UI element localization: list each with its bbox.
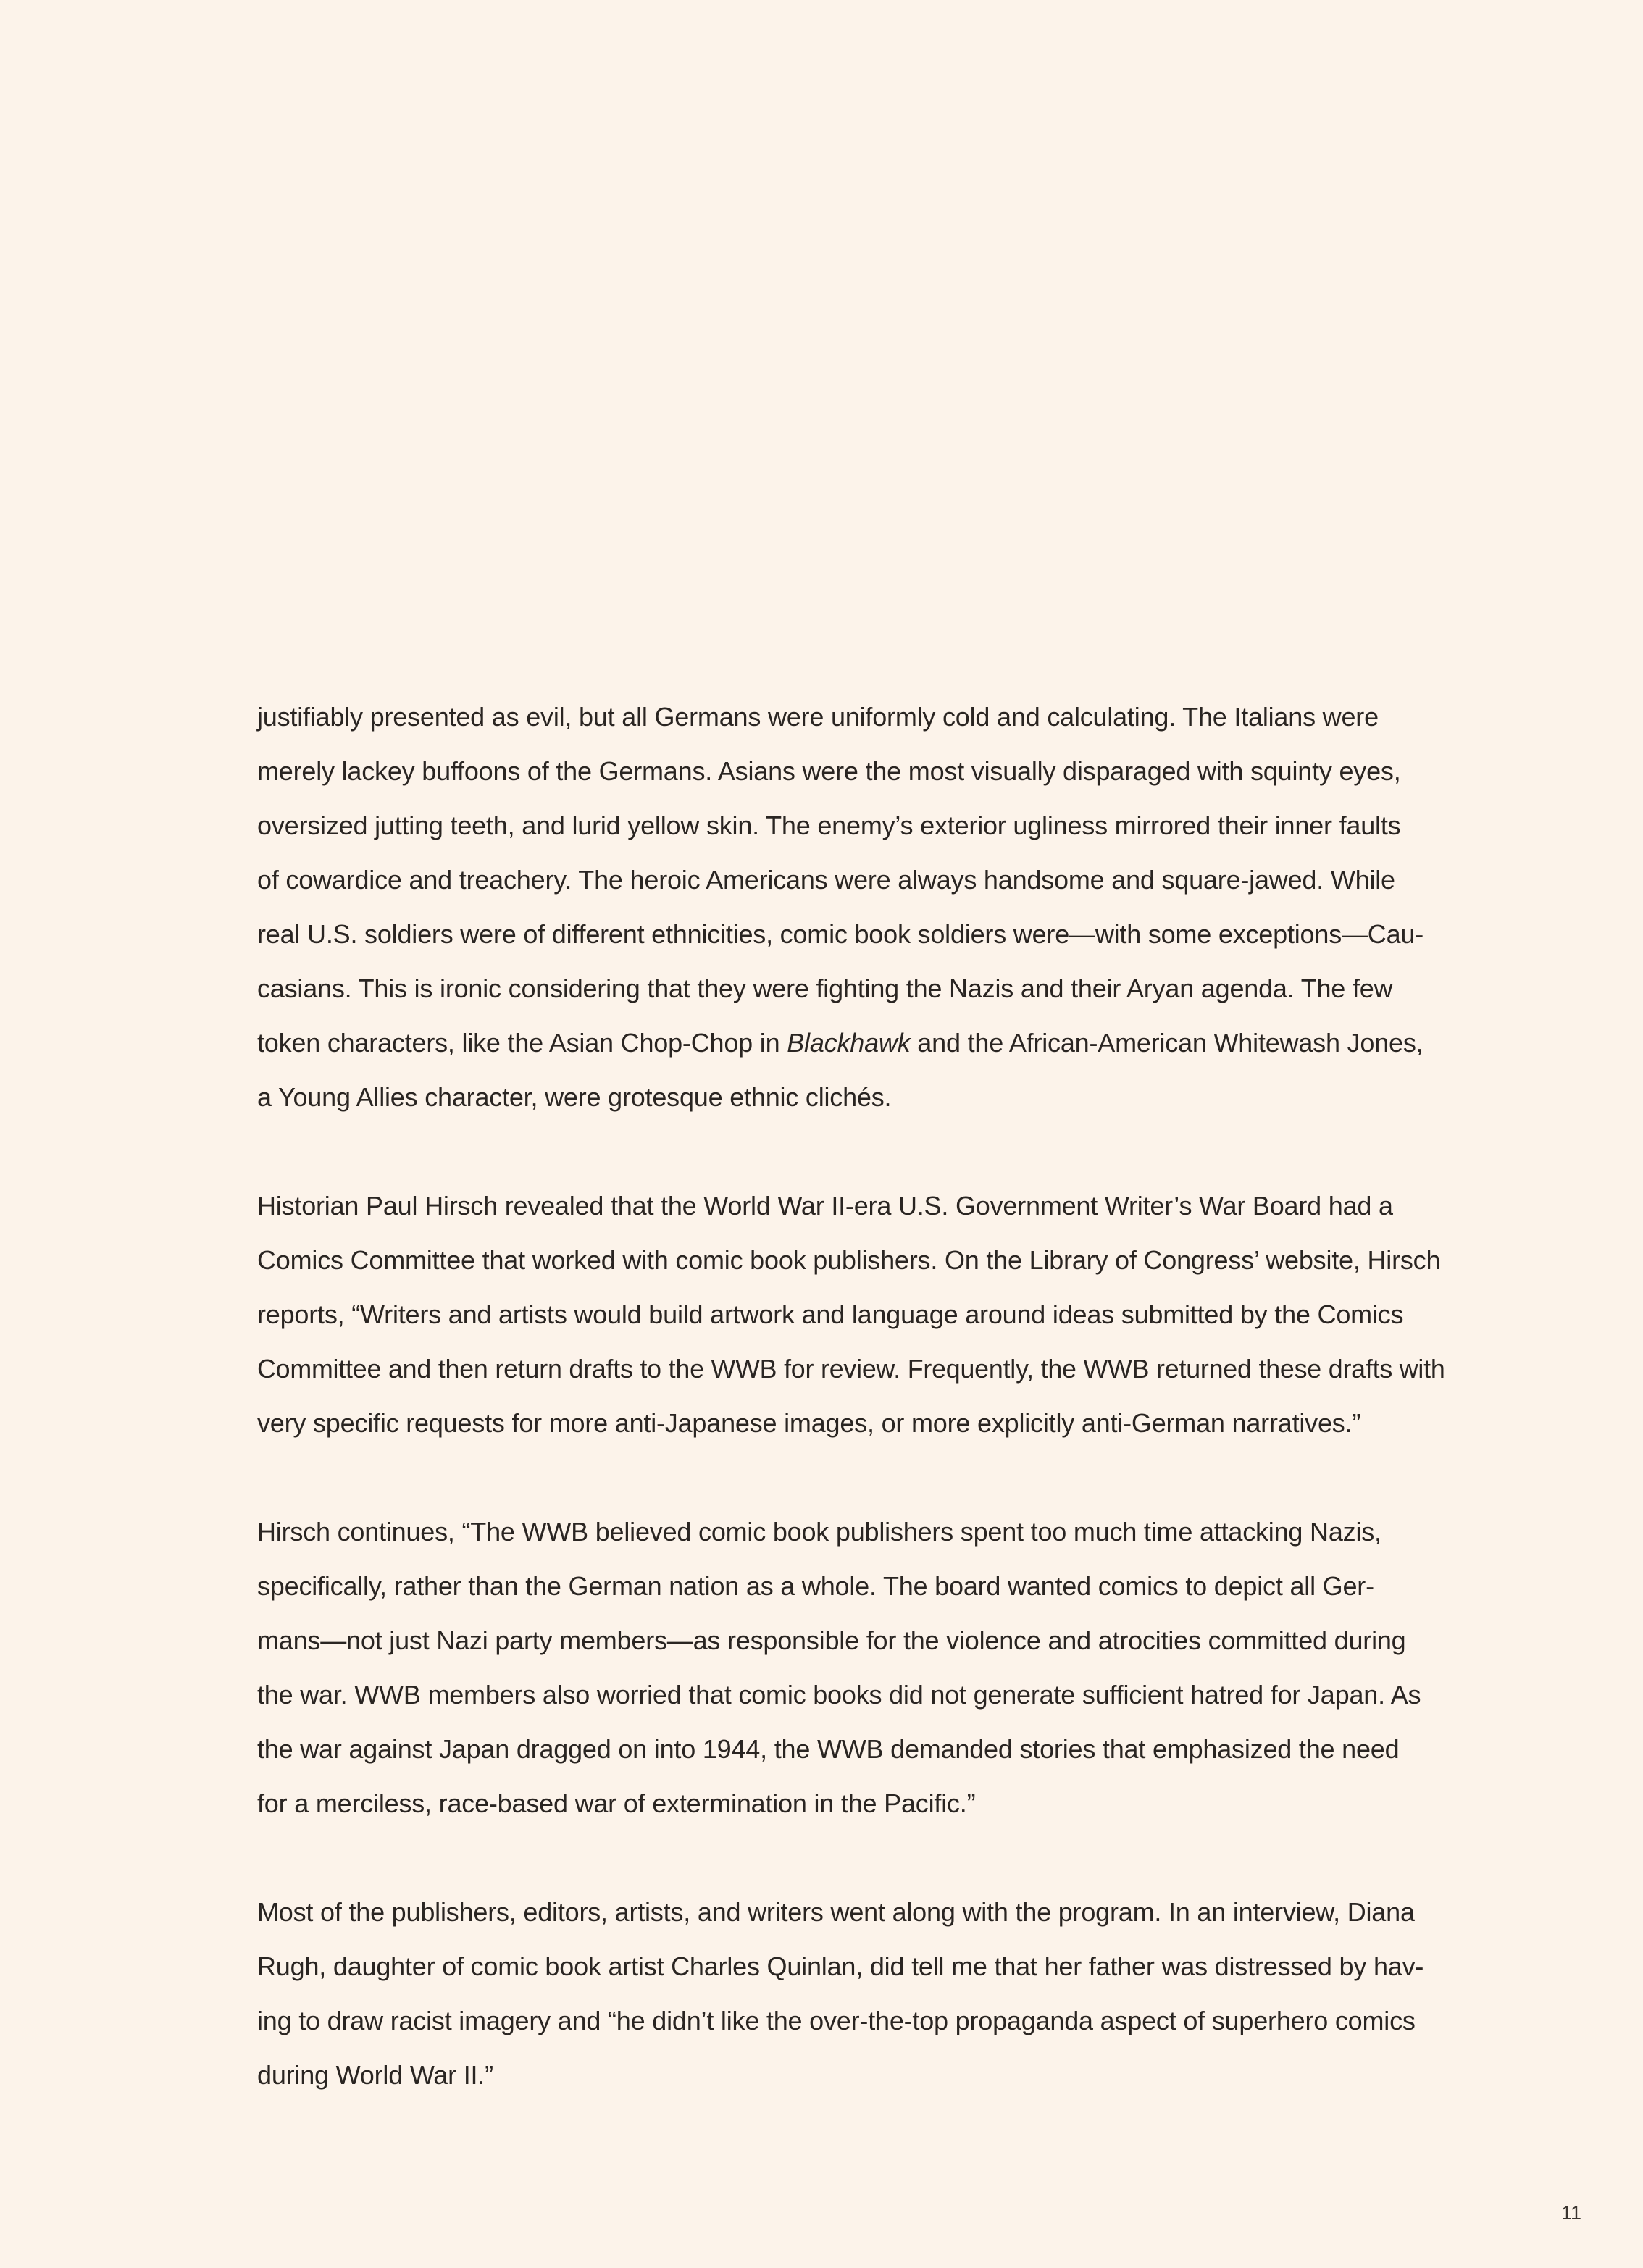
text-line: justifiably presented as evil, but all Germans were uniformly cold and calculating. The Italians were xyxy=(257,702,1379,732)
text-line: reports, “Writers and artists would build artwork and language around ideas submitted by the Comics xyxy=(257,1300,1404,1329)
paragraph-1 xyxy=(257,690,1445,1124)
page-number: 11 xyxy=(1561,2202,1582,2224)
text-line: Most of the publishers, editors, artists, and writers went along with the program. In an interview, Diana xyxy=(257,1897,1415,1927)
text-line: specifically, rather than the German nation as a whole. The board wanted comics to depict all Ger- xyxy=(257,1571,1374,1601)
paragraph-spacer xyxy=(257,1124,1445,1179)
text-line: during World War II.” xyxy=(257,2060,493,2090)
text-line xyxy=(257,1016,1445,1070)
body-text xyxy=(257,690,1445,2102)
text-line: Hirsch continues, “The WWB believed comic book publishers spent too much time attacking Nazis, xyxy=(257,1517,1381,1547)
paragraph-spacer xyxy=(257,1450,1445,1505)
text-line: the war. WWB members also worried that comic books did not generate sufficient hatred for Japan. As xyxy=(257,1680,1421,1710)
book-title-italic: Blackhawk xyxy=(787,1028,911,1058)
text-line: oversized jutting teeth, and lurid yellow skin. The enemy’s exterior ugliness mirrored their inner faults xyxy=(257,811,1401,840)
paragraph-4 xyxy=(257,1885,1445,2102)
text-line: of cowardice and treachery. The heroic Americans were always handsome and square-jawed. While xyxy=(257,865,1395,895)
text-line: the war against Japan dragged on into 1944, the WWB demanded stories that emphasized the need xyxy=(257,1734,1400,1764)
text-line: for a merciless, race-based war of extermination in the Pacific.” xyxy=(257,1788,976,1818)
text-line: mans—not just Nazi party members—as responsible for the violence and atrocities committed during xyxy=(257,1625,1406,1655)
text-line: ing to draw racist imagery and “he didn’t like the over-the-top propaganda aspect of superhero comics xyxy=(257,2006,1416,2035)
text-line: Historian Paul Hirsch revealed that the World War II-era U.S. Government Writer’s War Board had a xyxy=(257,1191,1393,1221)
text-line: casians. This is ironic considering that they were fighting the Nazis and their Aryan agenda. The few xyxy=(257,974,1393,1003)
paragraph-3 xyxy=(257,1505,1445,1830)
paragraph-2 xyxy=(257,1179,1445,1450)
text-line: very specific requests for more anti-Japanese images, or more explicitly anti-German narratives.” xyxy=(257,1408,1361,1438)
paragraph-spacer xyxy=(257,1830,1445,1885)
text-run: and the African-American Whitewash Jones, xyxy=(910,1028,1423,1058)
text-line: merely lackey buffoons of the Germans. Asians were the most visually disparaged with squinty eyes, xyxy=(257,756,1401,786)
text-run: token characters, like the Asian Chop-Chop in xyxy=(257,1028,787,1058)
text-line: Comics Committee that worked with comic book publishers. On the Library of Congress’ website, Hirsch xyxy=(257,1245,1441,1275)
text-line: real U.S. soldiers were of different ethnicities, comic book soldiers were—with some exceptions—Cau- xyxy=(257,919,1424,949)
text-line: Rugh, daughter of comic book artist Charles Quinlan, did tell me that her father was distressed by hav- xyxy=(257,1951,1424,1981)
text-line: a Young Allies character, were grotesque ethnic clichés. xyxy=(257,1082,892,1112)
text-line: Committee and then return drafts to the WWB for review. Frequently, the WWB returned these drafts with xyxy=(257,1354,1445,1384)
